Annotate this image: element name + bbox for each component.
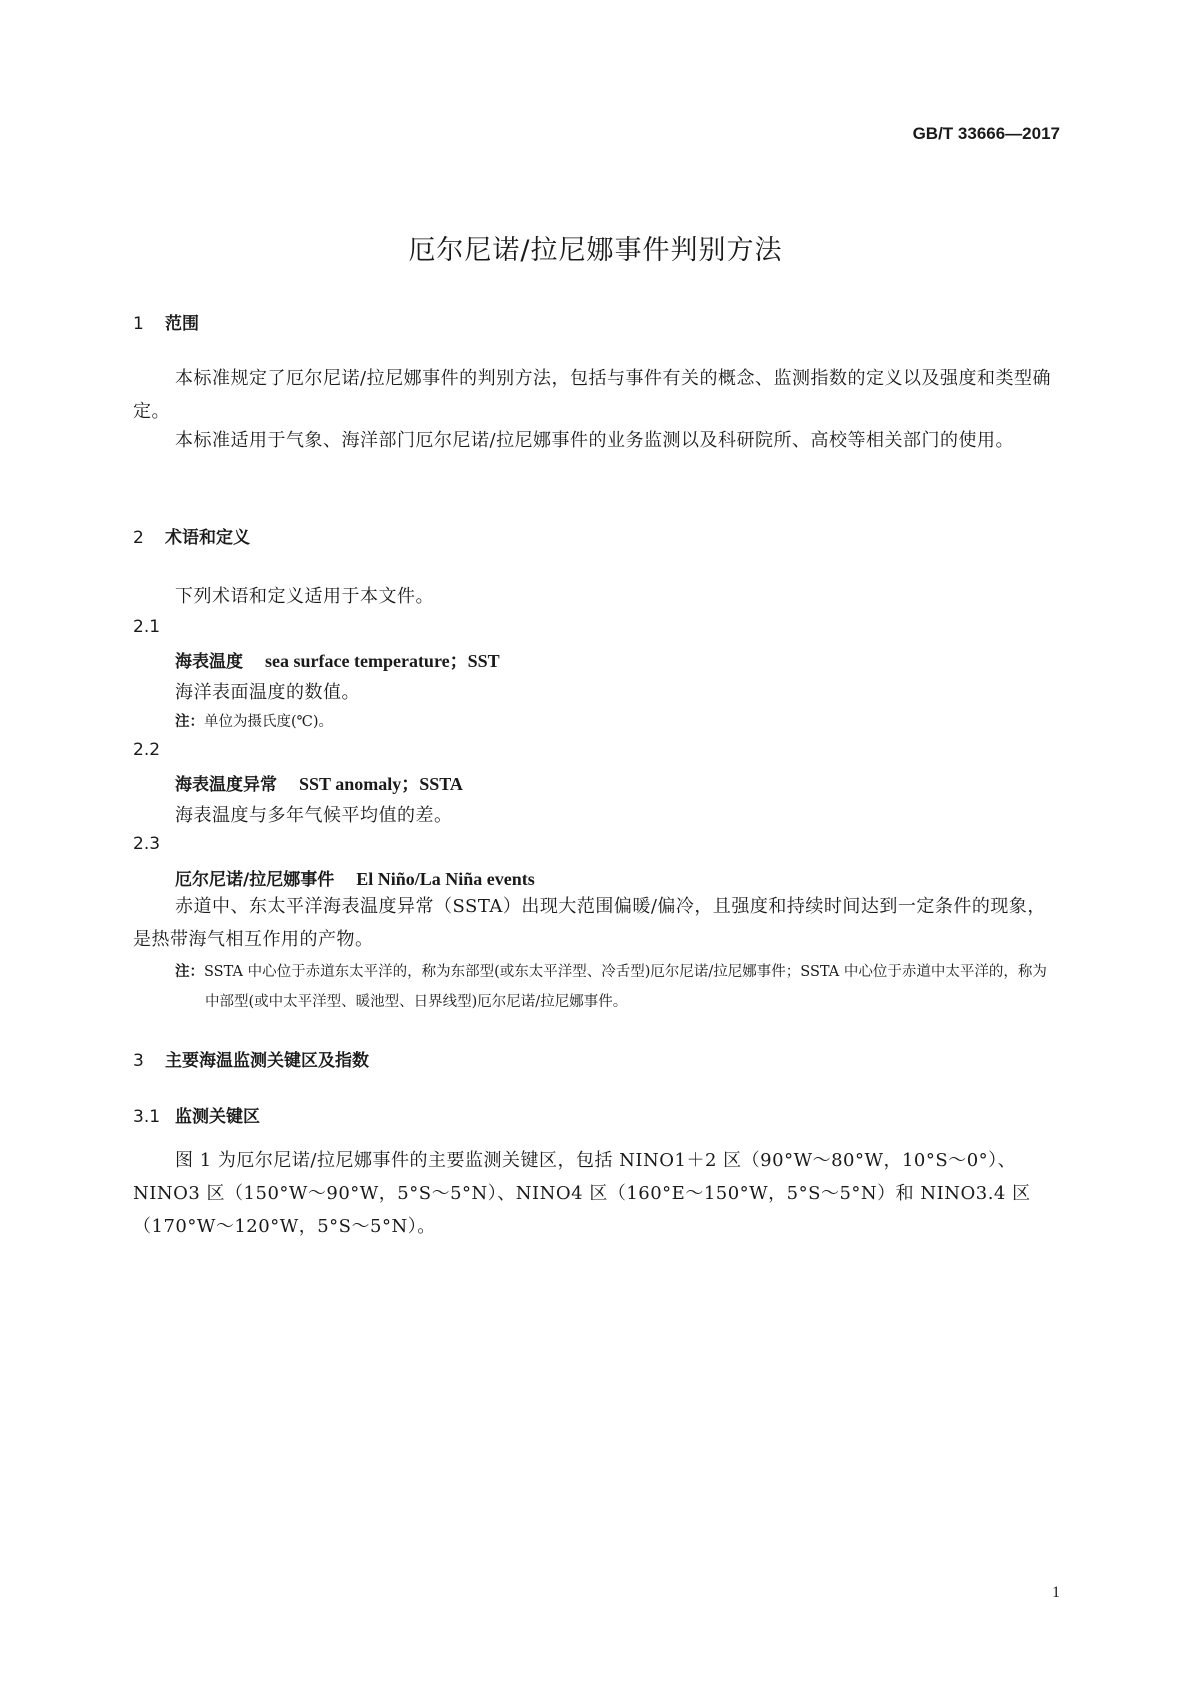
term-number: 2.3	[133, 834, 161, 854]
term-zh: 海表温度异常	[175, 775, 277, 795]
section-3-heading	[133, 1046, 369, 1071]
term-zh: 厄尔尼诺/拉尼娜事件	[175, 870, 335, 890]
subsection-number: 3.1	[133, 1107, 161, 1127]
subsection-3-1-heading	[133, 1102, 260, 1127]
paragraph: 图 1 为厄尔尼诺/拉尼娜事件的主要监测关键区，包括 NINO1＋2 区（90°W～80°W，10°S～0°）、NINO3 区（150°W～90°W，5°S～5°N）、NINO4 区（160°E～150°W，5°S～5°N）和 NINO3.4 区（170°W～120°W，5°S～5°N）。	[133, 1150, 1031, 1237]
note-label: 注：	[175, 714, 204, 730]
subsection-title: 监测关键区	[175, 1107, 260, 1127]
section-title: 范围	[165, 314, 199, 334]
section-1-heading	[133, 309, 199, 334]
page-number: 1	[1052, 1584, 1060, 1601]
term-heading	[175, 647, 500, 673]
note-label: 注：	[175, 964, 204, 980]
term-definition: 海洋表面温度的数值。	[175, 682, 360, 703]
section-number: 2	[133, 528, 144, 548]
term-number: 2.1	[133, 617, 161, 637]
section-2-heading	[133, 523, 250, 548]
paragraph: 本标准规定了厄尔尼诺/拉尼娜事件的判别方法，包括与事件有关的概念、监测指数的定义以及强度和类型确定。	[133, 368, 1052, 422]
term-zh: 海表温度	[175, 652, 243, 672]
section-title: 主要海温监测关键区及指数	[165, 1051, 369, 1071]
term-heading	[175, 770, 463, 796]
paragraph: 本标准适用于气象、海洋部门厄尔尼诺/拉尼娜事件的业务监测以及科研院所、高校等相关部门的使用。	[175, 430, 1015, 451]
section-title: 术语和定义	[165, 528, 250, 548]
term-definition: 海表温度与多年气候平均值的差。	[175, 805, 453, 826]
term-definition: 赤道中、东太平洋海表温度异常（SSTA）出现大范围偏暖/偏冷，且强度和持续时间达到一定条件的现象，是热带海气相互作用的产物。	[133, 896, 1046, 950]
term-en: SST anomaly；SSTA	[299, 774, 463, 794]
section-number: 3	[133, 1051, 144, 1071]
term-note	[175, 710, 333, 731]
term-number: 2.2	[133, 740, 161, 760]
term-heading	[175, 865, 535, 890]
note-text: SSTA 中心位于赤道东太平洋的，称为东部型(或东太平洋型、冷舌型)厄尔尼诺/拉尼娜事件；SSTA 中心位于赤道中太平洋的，称为中部型(或中太平洋型、暖池型、日界线型)厄尔尼诺/拉尼娜事件。	[204, 964, 1047, 1010]
standard-code: GB/T 33666—2017	[912, 124, 1060, 143]
document-title: 厄尔尼诺/拉尼娜事件判别方法	[408, 235, 783, 266]
note-text: 单位为摄氏度(℃)。	[204, 714, 334, 730]
section-number: 1	[133, 314, 144, 334]
term-en: sea surface temperature；SST	[265, 651, 500, 671]
intro-text: 下列术语和定义适用于本文件。	[175, 586, 434, 607]
term-en: El Niño/La Niña events	[356, 869, 535, 889]
term-note	[175, 957, 1059, 1017]
